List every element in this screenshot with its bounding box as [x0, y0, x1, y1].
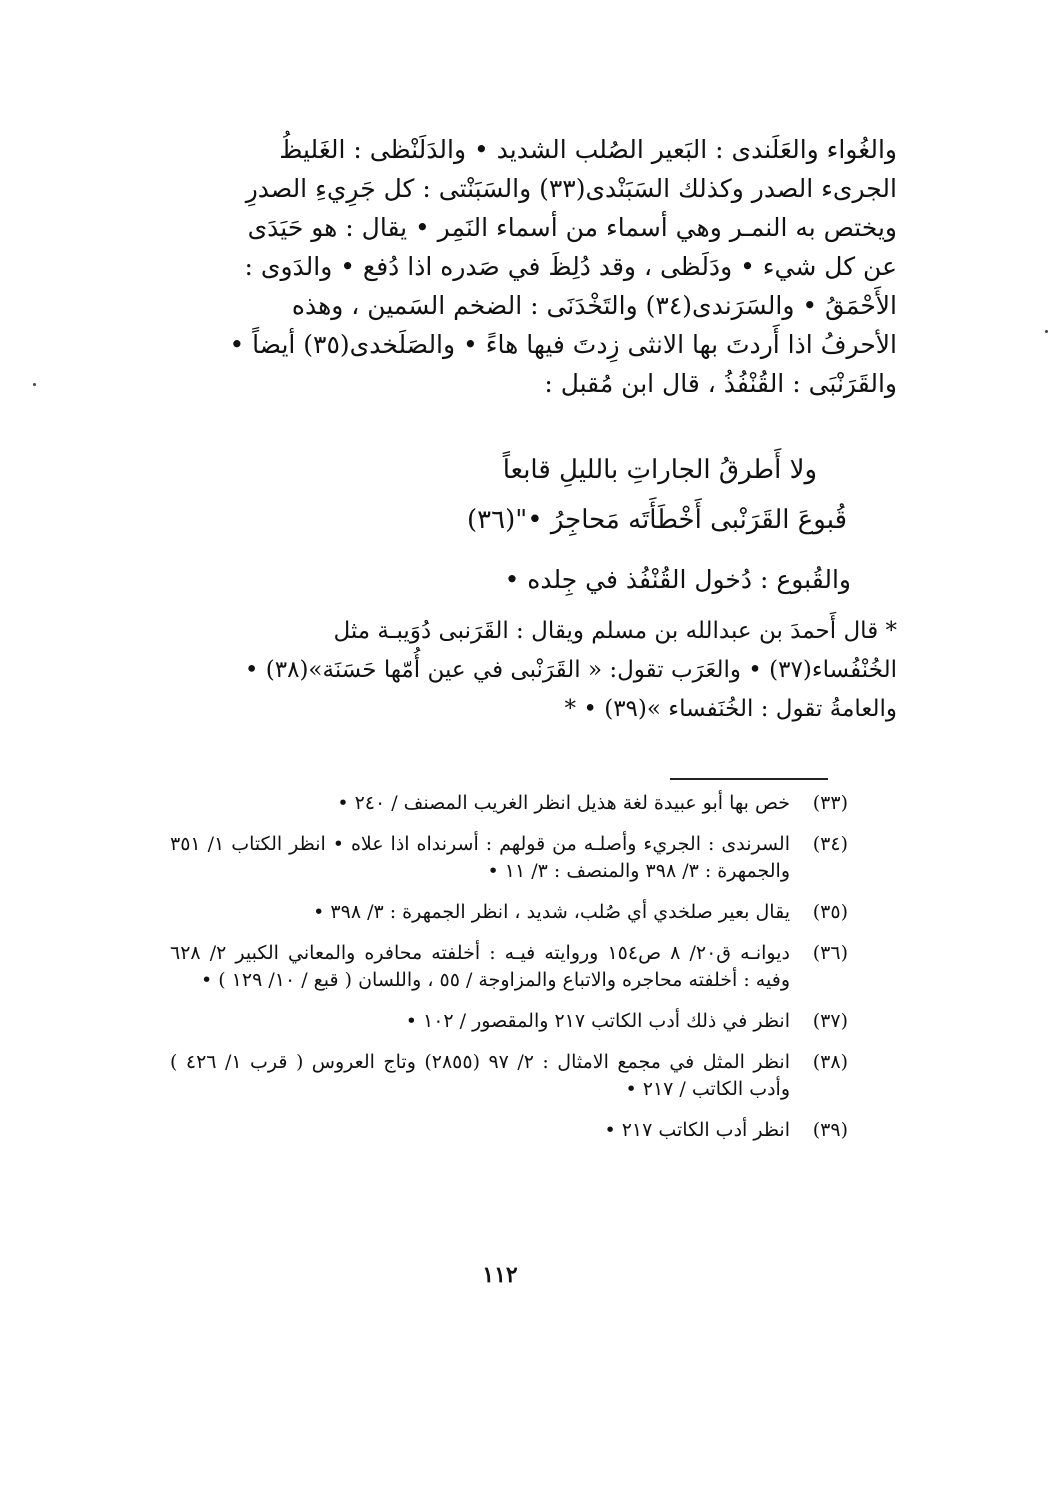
verse-explanation: والقُبوع : دُخول القُنْفُذ في جِلده •: [504, 565, 851, 594]
footnote-text: ديوانـه ق٢٠/ ٨ ص١٥٤ وروايته فيـه : أخلفته محافره والمعاني الكبير ٢/ ٦٢٨ وفيه : أخلفته محاجره والاتباع والمزاوجة / ٥٥ ، واللسان ( قبع / ١٠/ ١٢٩ ) •: [170, 942, 790, 991]
text-line: عن كل شيء • ودَلَظى ، وقد دُلِظَ في صَدره اذا دُفع • والدَوى :: [244, 252, 897, 281]
text-line: الأَحْمَقُ • والسَرَندى(٣٤) والتَخْدَنَى : الضخم السَمين ، وهذه: [291, 291, 897, 320]
footnote-divider: [670, 778, 828, 780]
verse-line-2: قُبوعَ القَرَنْبى أَخْطَأَتَه مَحاجِرُ •"(٣٦): [467, 505, 847, 535]
quote-block: [175, 612, 897, 729]
footnote-33: [170, 790, 848, 817]
footnote-number: (٣٧): [812, 1010, 848, 1032]
footnote-number: (٣٥): [812, 901, 848, 923]
footnotes: [170, 790, 848, 1158]
footnote-text: خص بها أبو عبيدة لغة هذيل انظر الغريب المصنف / ٢٤٠ •: [337, 792, 790, 814]
footnote-35: [170, 899, 848, 926]
text-line: والقَرَنْبَى : القُنْفُذُ ، قال ابن مُقبل :: [544, 369, 897, 398]
text-line: الجرىء الصدر وكذلك السَبَنْدى(٣٣) والسَبَنْتى : كل جَرِيءِ الصدرِ: [245, 174, 897, 203]
text-line: والغُواء والعَلَندى : البَعير الصُلب الشديد • والدَلَنْظى : الغَليظُ: [279, 135, 897, 164]
footnote-text: انظر المثل في مجمع الامثال : ٢/ ٩٧ (٢٨٥٥) وتاج العروس ( قرب ١/ ٤٢٦ ) وأدب الكاتب / ٢١٧ •: [170, 1051, 790, 1100]
footnote-number: (٣٨): [812, 1051, 848, 1073]
text-line: الأحرفُ اذا أَردتَ بها الانثى زِدتَ فيها هاءً • والصَلَخدى(٣٥) أيضاً •: [229, 330, 897, 359]
text-line: ويختص به النمـر وهي أسماء من أسماء النَمِر • يقال : هو حَيَدَى: [247, 213, 897, 242]
main-text: [175, 130, 897, 403]
footnote-number: (٣٣): [812, 792, 848, 814]
footnote-39: [170, 1117, 848, 1144]
footnote-number: (٣٦): [812, 942, 848, 964]
footnote-38: [170, 1049, 848, 1103]
quote-line: والعامةُ تقول : الخُنَفساء »(٣٩) • *: [564, 696, 897, 722]
footnote-text: انظر في ذلك أدب الكاتب ٢١٧ والمقصور / ١٠٢ •: [405, 1010, 790, 1032]
footnote-36: [170, 940, 848, 994]
scan-speck: [1045, 330, 1048, 333]
footnote-text: انظر أدب الكاتب ٢١٧ •: [604, 1119, 790, 1141]
verse-line-1: ولا أَطرقُ الجاراتِ بالليلِ قابعاً: [502, 455, 817, 485]
scan-speck: [33, 383, 36, 386]
footnote-37: [170, 1008, 848, 1035]
footnote-34: [170, 831, 848, 885]
footnote-text: يقال بعير صلخدي أي صُلب، شديد ، انظر الجمهرة : ٣/ ٣٩٨ •: [313, 901, 790, 923]
footnote-text: السرندى : الجريء وأصلـه من قولهم : أسرنداه اذا علاه • انظر الكتاب ١/ ٣٥١ والجمهرة : ٣/ ٣٩٨ والمنصف : ٣/ ١١ •: [170, 833, 790, 882]
page-number: ١١٢: [482, 1262, 518, 1288]
quote-line: * قال أَحمدَ بن عبدالله بن مسلم ويقال : القَرَنبى دُوَيبـة مثل: [333, 618, 897, 644]
footnote-number: (٣٩): [812, 1119, 848, 1141]
footnote-number: (٣٤): [812, 833, 848, 855]
quote-line: الخُنْفُساء(٣٧) • والعَرَب تقول: « القَرَنْبى في عين أُمّها حَسَنَة»(٣٨) •: [244, 657, 897, 683]
